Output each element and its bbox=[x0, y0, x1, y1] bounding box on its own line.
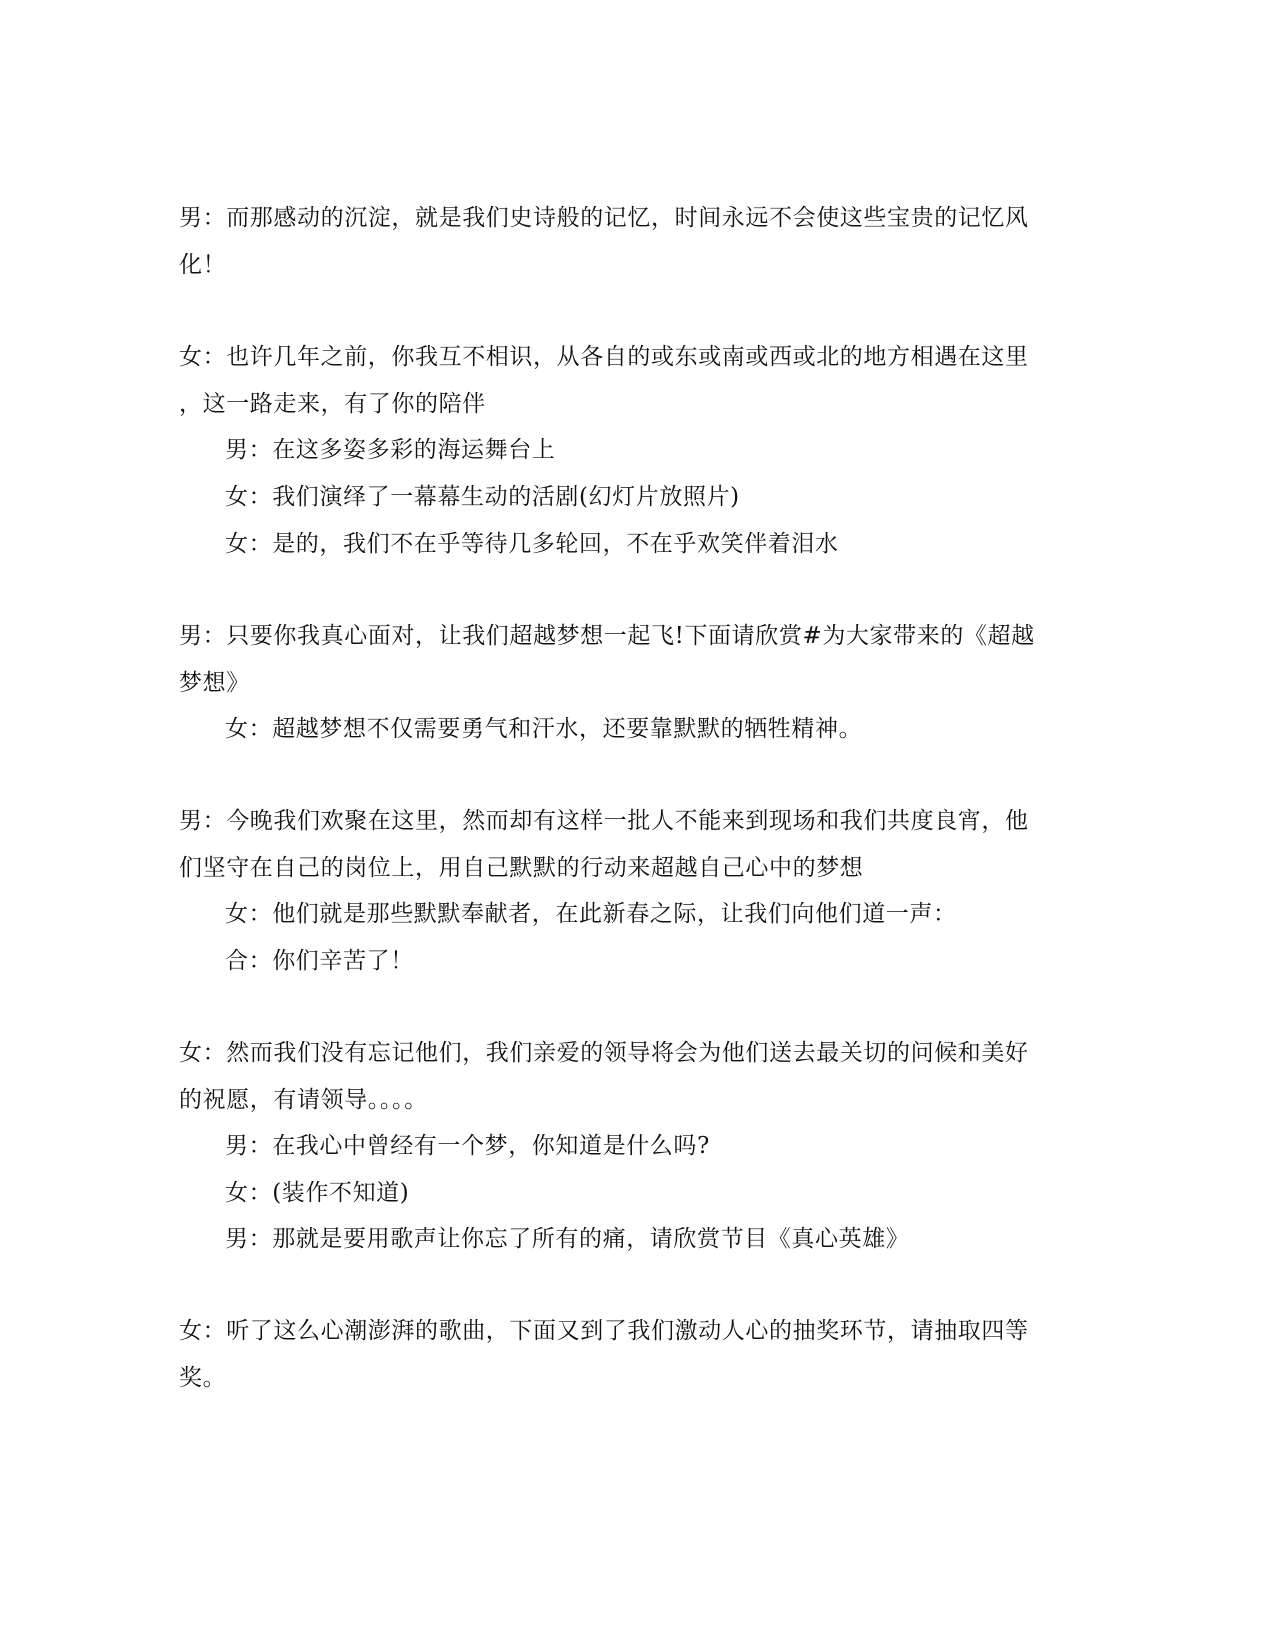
text-line: 男：那就是要用歌声让你忘了所有的痛，请欣赏节目《真心英雄》 bbox=[225, 1226, 910, 1252]
text-line: 男：今晚我们欢聚在这里，然而却有这样一批人不能来到现场和我们共度良宵，他 bbox=[179, 808, 1029, 834]
text-line: 奖。 bbox=[179, 1365, 227, 1391]
text-line: 男：在我心中曾经有一个梦，你知道是什么吗? bbox=[225, 1133, 710, 1159]
text-line: 男：只要你我真心面对，让我们超越梦想一起飞!下面请欣赏#为大家带来的《超越 bbox=[179, 623, 1035, 649]
text-line: 女：也许几年之前，你我互不相识，从各自的或东或南或西或北的地方相遇在这里 bbox=[179, 344, 1029, 370]
text-line: 女：他们就是那些默默奉献者，在此新春之际，让我们向他们道一声： bbox=[225, 901, 957, 927]
text-line: ，这一路走来，有了你的陪伴 bbox=[179, 391, 486, 417]
text-line: 的祝愿，有请领导。。。。 bbox=[179, 1087, 428, 1113]
text-line: 男：而那感动的沉淀，就是我们史诗般的记忆，时间永远不会使这些宝贵的记忆风 bbox=[179, 205, 1029, 231]
text-line: 女：听了这么心潮澎湃的歌曲，下面又到了我们激动人心的抽奖环节，请抽取四等 bbox=[179, 1318, 1029, 1344]
text-line: 们坚守在自己的岗位上，用自己默默的行动来超越自己心中的梦想 bbox=[179, 855, 864, 881]
text-line: 女：超越梦想不仅需要勇气和汗水，还要靠默默的牺牲精神。 bbox=[225, 716, 863, 742]
text-line: 化！ bbox=[179, 252, 227, 278]
text-line: 男：在这多姿多彩的海运舞台上 bbox=[225, 437, 556, 463]
text-line: 梦想》 bbox=[179, 670, 250, 696]
text-line: 女：我们演绎了一幕幕生动的活剧(幻灯片放照片) bbox=[225, 484, 740, 510]
text-line: 合：你们辛苦了！ bbox=[225, 948, 414, 974]
text-line: 女：是的，我们不在乎等待几多轮回，不在乎欢笑伴着泪水 bbox=[225, 531, 839, 557]
text-line: 女：然而我们没有忘记他们，我们亲爱的领导将会为他们送去最关切的问候和美好 bbox=[179, 1040, 1029, 1066]
text-line: 女：(装作不知道) bbox=[225, 1180, 410, 1206]
